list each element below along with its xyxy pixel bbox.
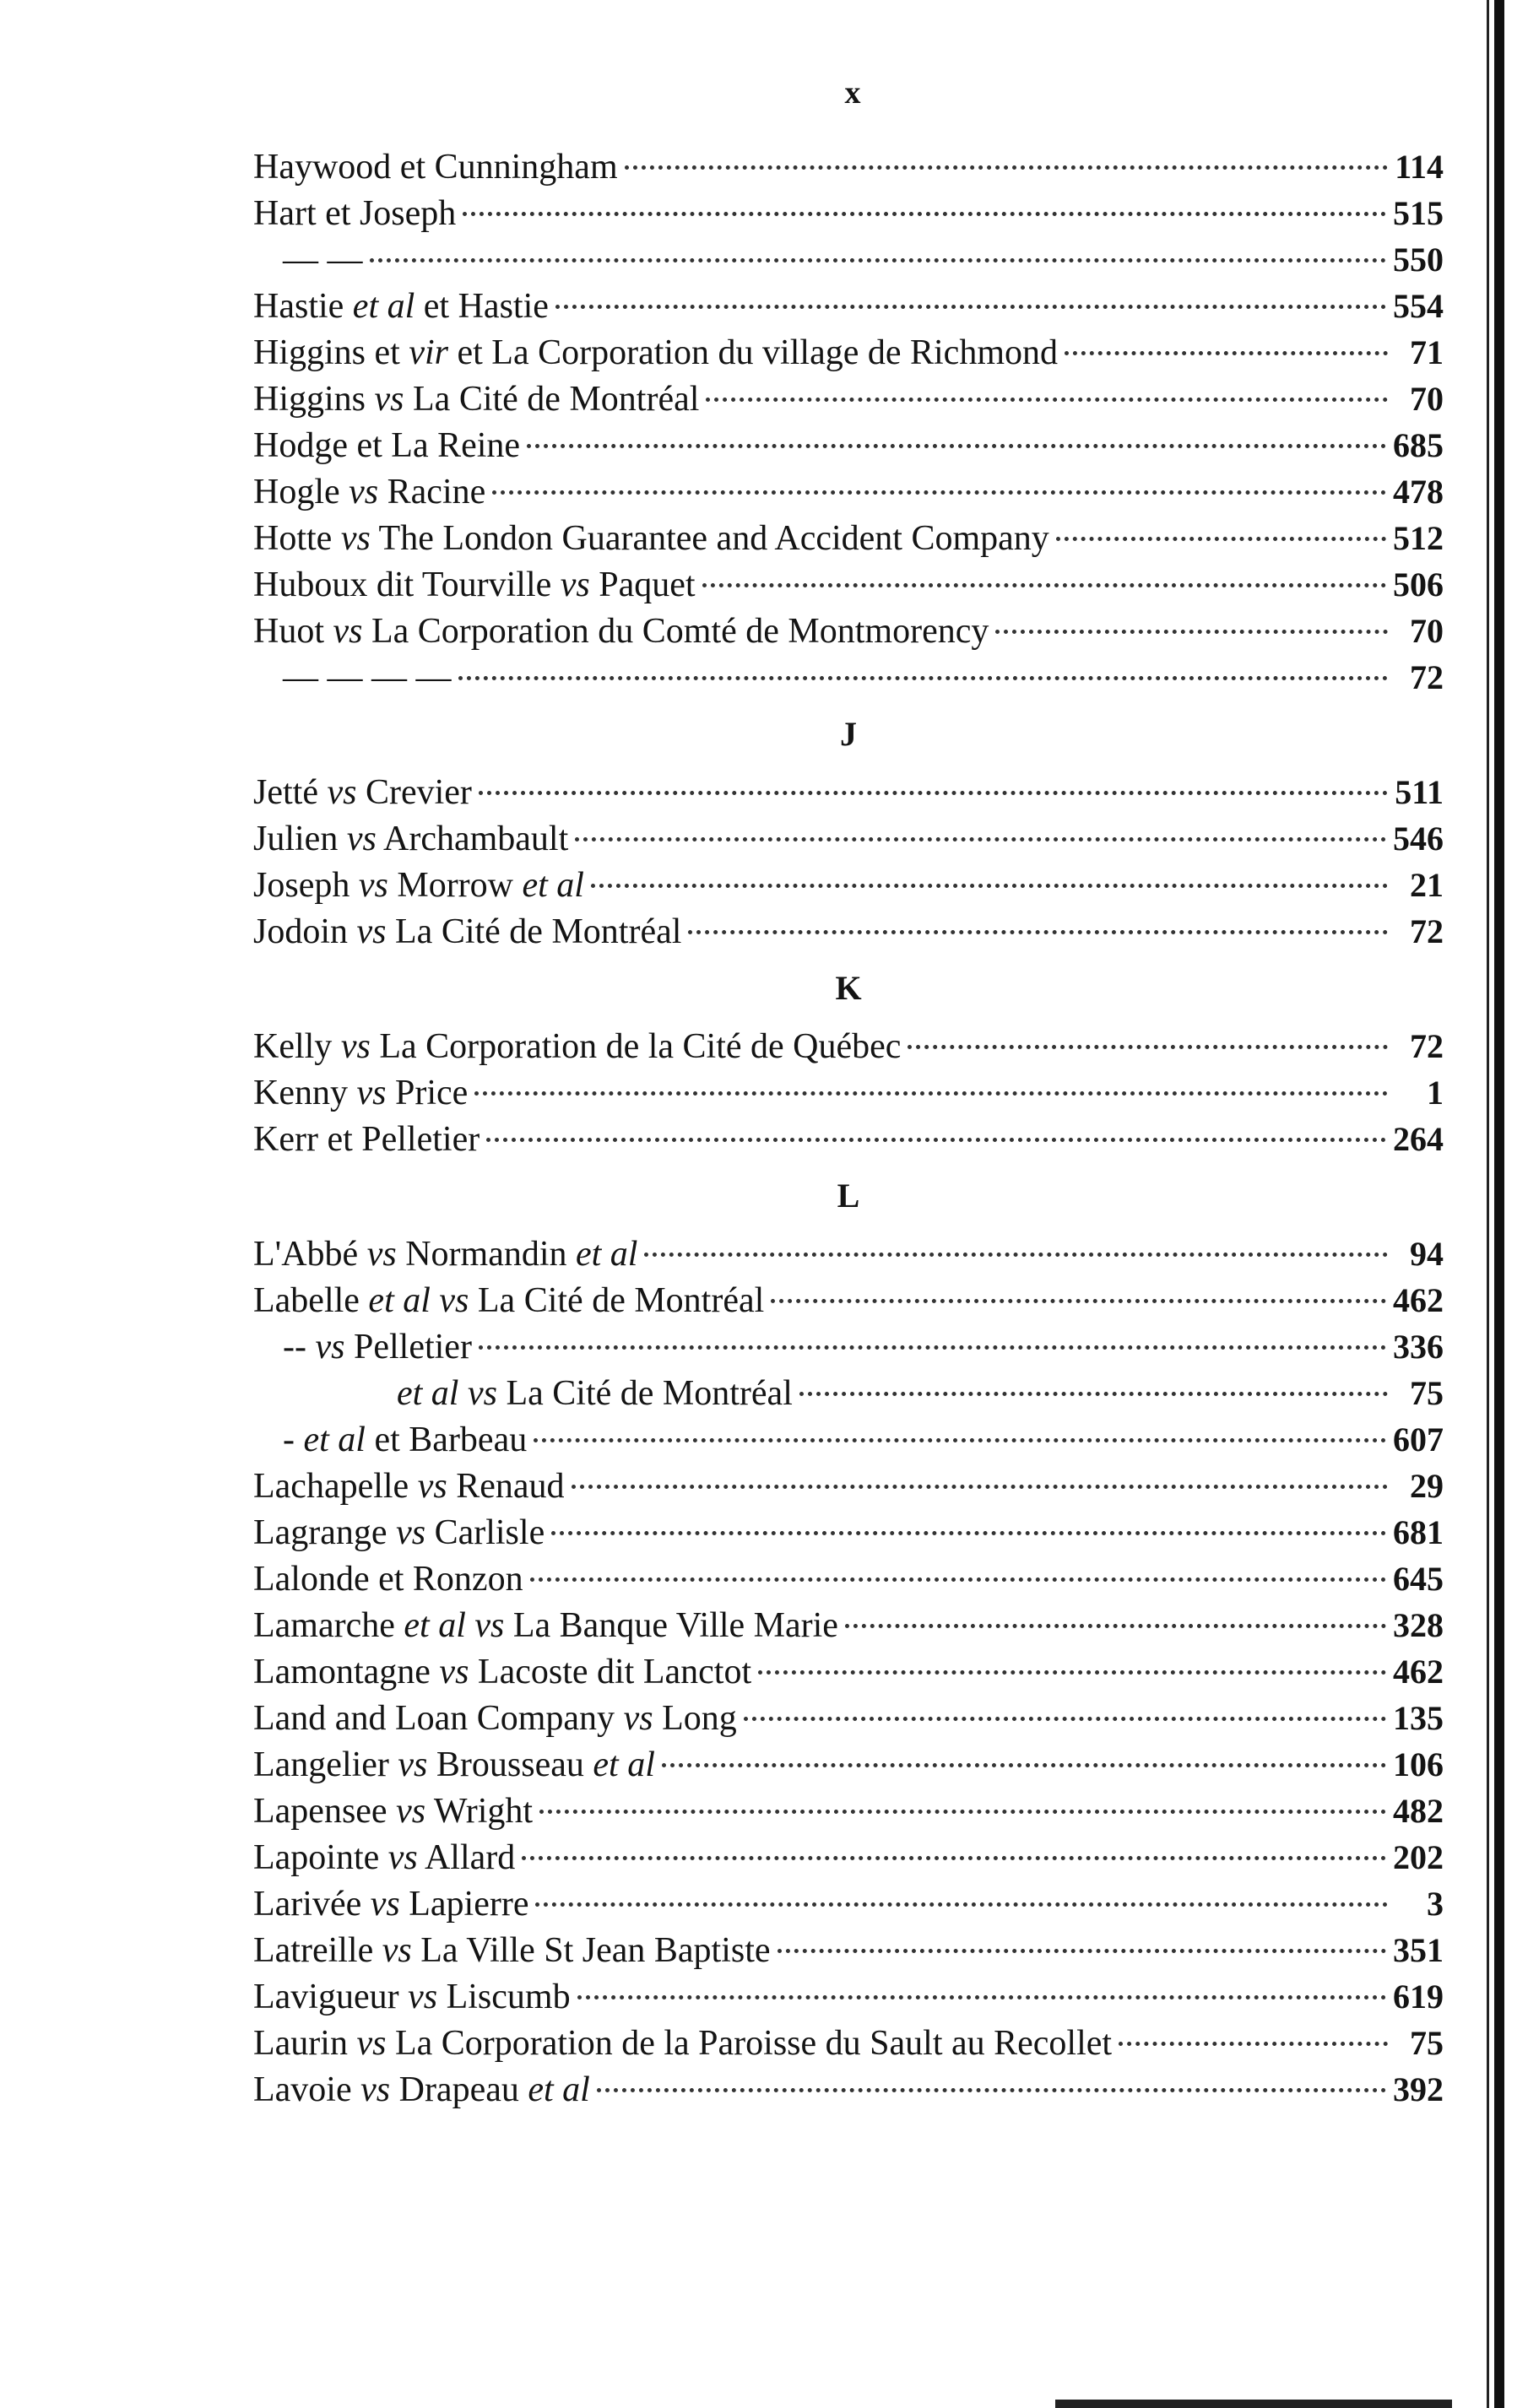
index-entry [253, 143, 1444, 190]
entry-name: Lapointe vs Allard [253, 1838, 516, 1877]
entry-name: Kenny vs Price [253, 1074, 469, 1112]
index-entry [253, 1648, 1444, 1695]
entry-name: Lalonde et Ronzon [253, 1560, 523, 1599]
index-entry [253, 561, 1444, 608]
dot-leader [370, 257, 1387, 262]
index-entry [253, 1370, 1444, 1416]
entry-page-number: 554 [1393, 287, 1444, 325]
index-entry [253, 236, 1444, 283]
index-entry [253, 515, 1444, 561]
entry-name: Larivée vs Lapierre [253, 1885, 529, 1924]
entry-name: Lagrange vs Carlisle [253, 1513, 545, 1552]
dot-leader [591, 883, 1388, 888]
dot-leader [744, 1716, 1386, 1721]
dot-leader [463, 211, 1386, 216]
entry-name: Labelle et al vs La Cité de Montréal [253, 1281, 765, 1320]
section-letter-l: L [837, 1177, 860, 1215]
dot-leader [474, 1090, 1388, 1096]
dot-leader [758, 1669, 1386, 1675]
entry-page-number: 506 [1393, 565, 1444, 603]
entry-page-number: 351 [1393, 1931, 1444, 1969]
entry-page-number: 94 [1410, 1235, 1444, 1273]
dot-leader [706, 397, 1388, 402]
entry-name: L'Abbé vs Normandin et al [253, 1235, 638, 1274]
entry-page-number: 72 [1410, 912, 1444, 950]
entry-name: Hotte vs The London Guarantee and Accident Company [253, 519, 1049, 558]
dot-leader [555, 304, 1386, 309]
index-entry [253, 862, 1444, 908]
entry-name: Jodoin vs La Cité de Montréal [253, 912, 682, 951]
entry-name: Langelier vs Brousseau et al [253, 1745, 655, 1784]
section-letter-k: K [835, 969, 862, 1007]
dot-leader [539, 1809, 1386, 1814]
index-entry [253, 1116, 1444, 1162]
index-entry [253, 2020, 1444, 2066]
dot-leader [575, 836, 1386, 841]
entry-page-number: 1 [1427, 1074, 1444, 1112]
entry-page-number: 106 [1393, 1745, 1444, 1783]
entry-page-number: 685 [1393, 426, 1444, 464]
index-entry [253, 1556, 1444, 1602]
index-entry [253, 1834, 1444, 1880]
entry-page-number: 3 [1427, 1885, 1444, 1923]
entry-name: Lamontagne vs Lacoste dit Lanctot [253, 1653, 752, 1691]
dot-leader [522, 1855, 1386, 1860]
entry-name: Lavoie vs Drapeau et al [253, 2070, 590, 2109]
entry-page-number: 21 [1410, 866, 1444, 904]
entry-name: Lavigueur vs Liscumb [253, 1978, 571, 2016]
entry-page-number: 202 [1393, 1838, 1444, 1876]
entry-name: Hastie et al et Hastie [253, 287, 549, 326]
entry-page-number: 135 [1393, 1699, 1444, 1737]
entry-name: -- vs Pelletier [283, 1328, 472, 1366]
entry-name: Laurin vs La Corporation de la Paroisse du Sault au Recollet [253, 2024, 1113, 2063]
entry-name: Haywood et Cunningham [253, 148, 618, 187]
dot-leader [551, 1530, 1386, 1535]
index-entry [253, 1231, 1444, 1277]
entry-page-number: 75 [1410, 1374, 1444, 1412]
dot-leader [644, 1252, 1388, 1257]
entry-name: Kelly vs La Corporation de la Cité de Québec [253, 1027, 902, 1066]
entry-name: Hogle vs Racine [253, 473, 486, 511]
entry-name: Lamarche et al vs La Banque Ville Marie [253, 1606, 838, 1645]
index-entry [253, 1069, 1444, 1116]
entry-name: et al vs La Cité de Montréal [397, 1374, 793, 1413]
entry-name: Lapensee vs Wright [253, 1792, 534, 1831]
entry-name: — — — — [283, 658, 452, 697]
dot-leader [458, 675, 1389, 680]
page-number: x [844, 75, 861, 111]
entry-name: Jetté vs Crevier [253, 773, 472, 812]
index-entry [253, 283, 1444, 329]
index-entry [253, 1927, 1444, 1973]
entry-page-number: 75 [1410, 2024, 1444, 2062]
entry-page-number: 336 [1393, 1328, 1444, 1366]
dot-leader [492, 490, 1386, 495]
index-entry [253, 1323, 1444, 1370]
entry-page-number: 264 [1393, 1120, 1444, 1158]
dot-leader [662, 1762, 1386, 1767]
dot-leader [702, 582, 1386, 587]
entry-page-number: 478 [1393, 473, 1444, 511]
entry-page-number: 512 [1393, 519, 1444, 557]
index-entry [253, 1788, 1444, 1834]
entry-name: Hodge et La Reine [253, 426, 521, 465]
index-entry [253, 1973, 1444, 2020]
index-entry [253, 2066, 1444, 2113]
dot-leader [1065, 350, 1388, 355]
dot-leader [799, 1391, 1388, 1396]
entry-name: Huot vs La Corporation du Comté de Montmorency [253, 612, 989, 651]
entry-page-number: 550 [1393, 241, 1444, 279]
index-entry [253, 329, 1444, 376]
entry-page-number: 607 [1393, 1420, 1444, 1458]
entry-name: Joseph vs Morrow et al [253, 866, 584, 905]
dot-leader [486, 1137, 1386, 1142]
entry-name: Kerr et Pelletier [253, 1120, 480, 1159]
entry-name: Higgins et vir et La Corporation du village de Richmond [253, 333, 1058, 372]
entry-page-number: 482 [1393, 1792, 1444, 1830]
index-entry [253, 1416, 1444, 1463]
dot-leader [1119, 2041, 1388, 2046]
dot-leader [597, 2087, 1386, 2092]
index-entry [253, 1023, 1444, 1069]
index-entry [253, 1880, 1444, 1927]
entry-page-number: 619 [1393, 1978, 1444, 2016]
index-entry [253, 422, 1444, 468]
entry-page-number: 328 [1393, 1606, 1444, 1644]
dot-leader [572, 1484, 1389, 1489]
dot-leader [845, 1623, 1386, 1628]
dot-leader [577, 1994, 1386, 1999]
section-letter-j: J [840, 715, 857, 753]
index-entry [253, 654, 1444, 701]
dot-leader [995, 629, 1388, 634]
entry-name: Huboux dit Tourville vs Paquet [253, 565, 696, 604]
dot-leader [530, 1577, 1386, 1582]
index-entry [253, 1277, 1444, 1323]
dot-leader [1056, 536, 1386, 541]
index-entry [253, 815, 1444, 862]
case-index [253, 143, 1444, 2113]
dot-leader [771, 1298, 1386, 1303]
entry-name: - et al et Barbeau [283, 1420, 528, 1459]
page-edge-border-thin [1487, 0, 1489, 2408]
bottom-scan-mark [1055, 2400, 1452, 2408]
entry-page-number: 29 [1410, 1467, 1444, 1505]
index-entry [253, 1741, 1444, 1788]
index-entry [253, 608, 1444, 654]
dot-leader [625, 165, 1388, 170]
dot-leader [908, 1044, 1388, 1049]
entry-page-number: 462 [1393, 1281, 1444, 1319]
entry-name: Higgins vs La Cité de Montréal [253, 380, 700, 419]
index-entry [253, 1602, 1444, 1648]
entry-page-number: 72 [1410, 658, 1444, 696]
dot-leader [688, 929, 1388, 934]
entry-page-number: 70 [1410, 612, 1444, 650]
entry-page-number: 681 [1393, 1513, 1444, 1551]
entry-name: Hart et Joseph [253, 194, 457, 233]
entry-name: Lachapelle vs Renaud [253, 1467, 565, 1506]
entry-page-number: 72 [1410, 1027, 1444, 1065]
entry-name: — — [283, 241, 363, 279]
entry-page-number: 114 [1395, 148, 1444, 186]
entry-page-number: 70 [1410, 380, 1444, 418]
index-entry [253, 376, 1444, 422]
index-entry [253, 1463, 1444, 1509]
entry-page-number: 462 [1393, 1653, 1444, 1691]
page-edge-border [1494, 0, 1504, 2408]
entry-name: Latreille vs La Ville St Jean Baptiste [253, 1931, 771, 1970]
index-entry [253, 1695, 1444, 1741]
entry-page-number: 645 [1393, 1560, 1444, 1598]
dot-leader [527, 443, 1386, 448]
index-entry [253, 190, 1444, 236]
entry-page-number: 71 [1410, 333, 1444, 371]
entry-page-number: 515 [1393, 194, 1444, 232]
entry-page-number: 546 [1393, 820, 1444, 858]
index-entry [253, 468, 1444, 515]
index-entry [253, 1509, 1444, 1556]
entry-page-number: 392 [1393, 2070, 1444, 2108]
entry-name: Julien vs Archambault [253, 820, 569, 858]
entry-page-number: 511 [1395, 773, 1444, 811]
dot-leader [535, 1902, 1388, 1907]
dot-leader [534, 1437, 1386, 1442]
entry-name: Land and Loan Company vs Long [253, 1699, 737, 1738]
index-entry [253, 769, 1444, 815]
dot-leader [479, 790, 1388, 795]
dot-leader [479, 1345, 1386, 1350]
dot-leader [778, 1948, 1386, 1953]
index-entry [253, 908, 1444, 955]
